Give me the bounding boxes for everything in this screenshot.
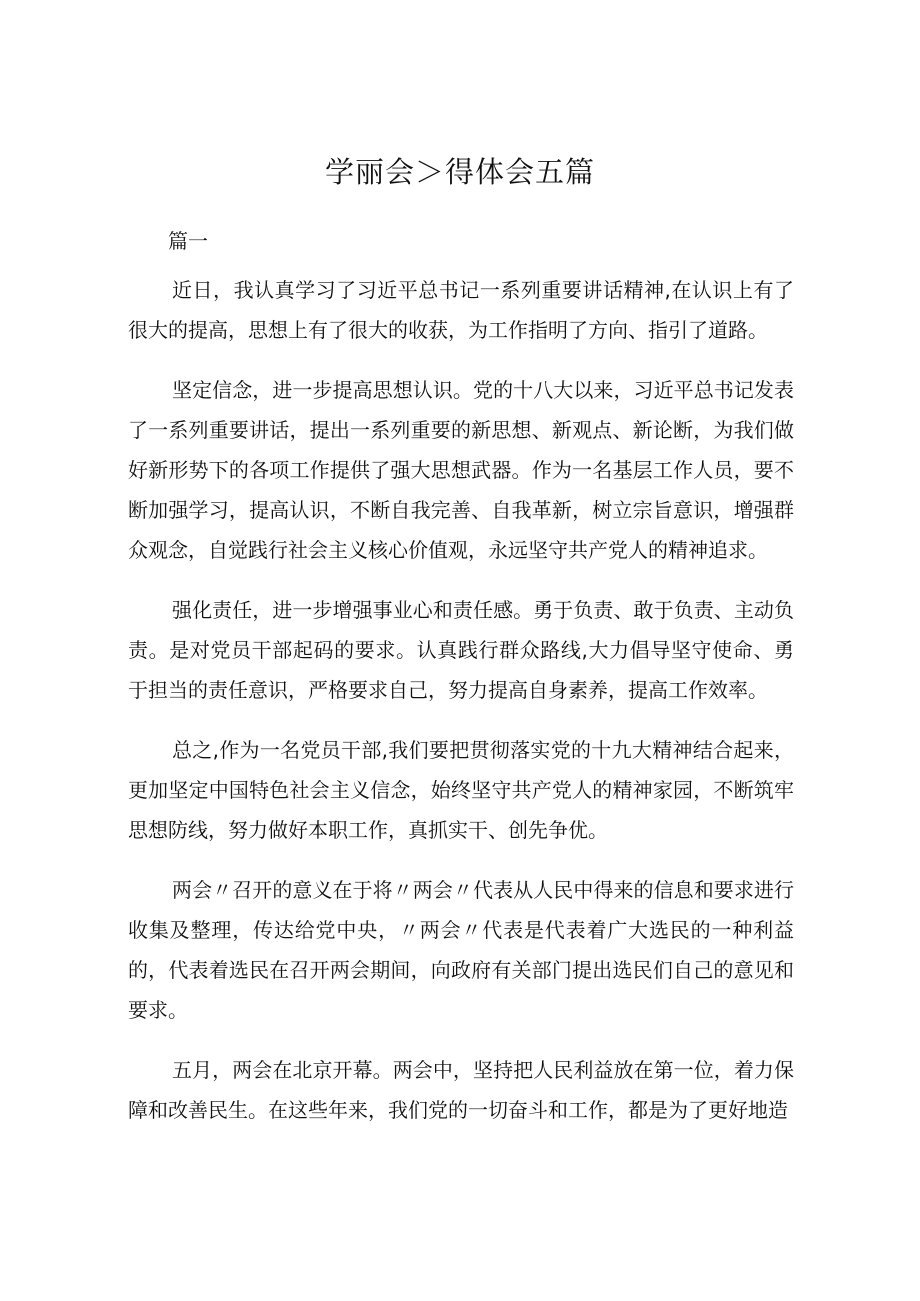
paragraph: 近日，我认真学习了习近平总书记一系列重要讲话精神,在认识上有了很大的提高，思想上有了很大的收获，为工作指明了方向、指引了道路。 [128,278,794,342]
section-label: 篇一 [168,229,208,253]
document-title: 学丽会＞得体会五篇 [324,155,595,189]
paragraph: 坚定信念，进一步提高思想认识。党的十八大以来，习近平总书记发表了一系列重要讲话，提出一系列重要的新思想、新观点、新论断，为我们做好新形势下的各项工作提供了强大思想武器。作为一名基层工作人员，要不断加强学习，提高认识，不断自我完善、自我革新，树立宗旨意识，增强群众观念，自觉践行社会主义核心价值观，永远坚守共产党人的精神追求。 [128,378,794,562]
paragraph: 五月，两会在北京开幕。两会中，坚持把人民利益放在第一位，着力保障和改善民生。在这些年来，我们党的一切奋斗和工作，都是为了更好地造 [128,1058,794,1122]
paragraph: 两会〃召开的意义在于将〃两会〃代表从人民中得来的信息和要求进行收集及整理，传达给党中央，〃两会〃代表是代表着广大选民的一种利益的，代表着选民在召开两会期间，向政府有关部门提出选民们自己的意见和要求。 [128,878,794,1022]
document-body [128,270,794,1150]
paragraph: 总之,作为一名党员干部,我们要把贯彻落实党的十九大精神结合起来，更加坚定中国特色社会主义信念，始终坚守共产党人的精神家园，不断筑牢思想防线，努力做好本职工作，真抓实干、创先争优。 [128,738,794,842]
paragraph: 强化责任，进一步增强事业心和责任感。勇于负责、敢于负责、主动负责。是对党员干部起码的要求。认真践行群众路线,大力倡导坚守使命、勇于担当的责任意识，严格要求自己，努力提高自身素养，提高工作效率。 [128,598,794,702]
